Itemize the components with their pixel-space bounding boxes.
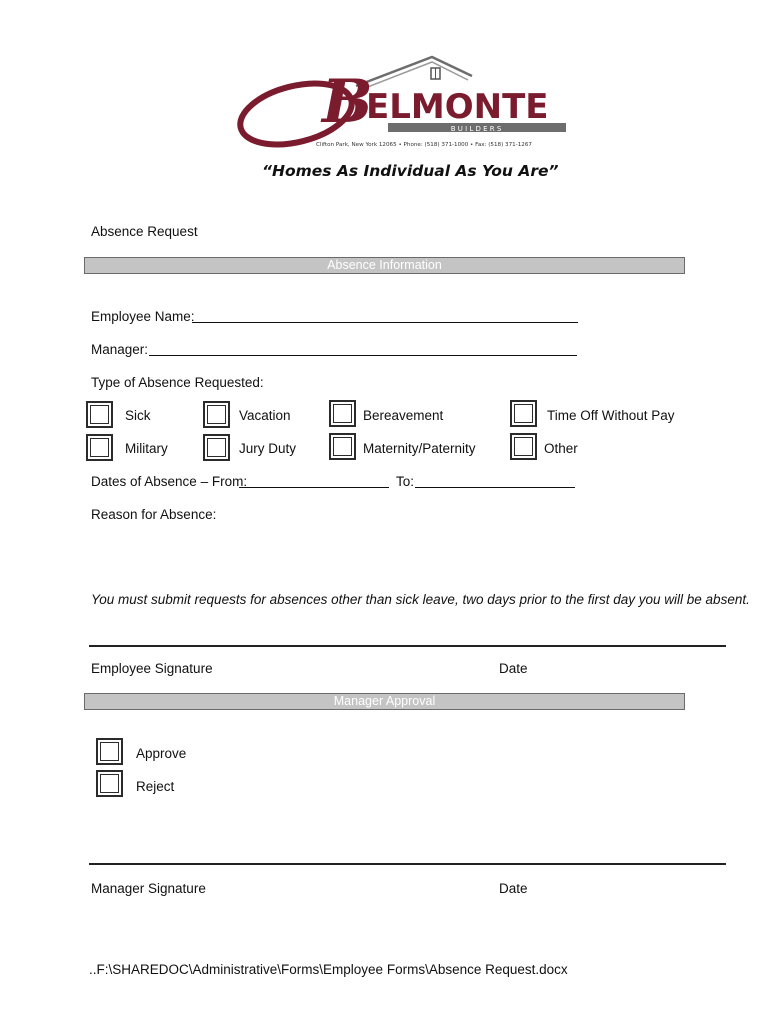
reason-field[interactable] <box>91 526 721 582</box>
checkbox-bereavement[interactable] <box>329 400 356 427</box>
checkbox-jury-duty[interactable] <box>203 434 230 461</box>
checkbox-military-label: Military <box>125 441 168 456</box>
logo-graphic <box>236 52 576 162</box>
checkbox-sick-label: Sick <box>125 408 151 423</box>
absence-type-label: Type of Absence Requested: <box>91 375 264 390</box>
logo-letter-b: B <box>322 67 373 137</box>
employee-date-label: Date <box>499 661 528 676</box>
checkbox-maternity-paternity-label: Maternity/Paternity <box>363 441 476 456</box>
checkbox-time-off-without-pay-label: Time Off Without Pay <box>547 408 675 423</box>
date-to-field[interactable] <box>415 487 575 488</box>
form-title: Absence Request <box>91 224 198 239</box>
checkbox-approve-label: Approve <box>136 746 187 761</box>
checkbox-sick[interactable] <box>86 401 113 428</box>
checkbox-bereavement-label: Bereavement <box>363 408 444 423</box>
logo-name-text: ELMONTE <box>366 87 549 127</box>
employee-name-field[interactable] <box>192 322 578 323</box>
checkbox-military[interactable] <box>86 434 113 461</box>
checkbox-jury-duty-label: Jury Duty <box>239 441 297 456</box>
manager-field[interactable] <box>149 355 577 356</box>
checkbox-vacation[interactable] <box>203 401 230 428</box>
manager-signature-line[interactable] <box>89 863 726 865</box>
footer-file-path: ..F:\SHAREDOC\Administrative\Forms\Employee Forms\Absence Request.docx <box>89 962 568 977</box>
checkbox-maternity-paternity[interactable] <box>329 433 356 460</box>
manager-signature-label: Manager Signature <box>91 881 206 896</box>
checkbox-other[interactable] <box>510 433 537 460</box>
employee-signature-line[interactable] <box>89 645 726 647</box>
manager-date-label: Date <box>499 881 528 896</box>
checkbox-vacation-label: Vacation <box>239 408 291 423</box>
date-from-field[interactable] <box>239 487 389 488</box>
employee-signature-label: Employee Signature <box>91 661 213 676</box>
employee-name-label: Employee Name: <box>91 309 195 324</box>
checkbox-approve[interactable] <box>96 738 123 765</box>
section-header-manager-approval: Manager Approval <box>84 693 685 710</box>
submission-notice: You must submit requests for absences other than sick leave, two days prior to the first day you will be absent. <box>91 592 750 607</box>
checkbox-time-off-without-pay[interactable] <box>510 400 537 427</box>
checkbox-reject[interactable] <box>96 770 123 797</box>
dates-from-label: Dates of Absence – From: <box>91 474 248 489</box>
checkbox-other-label: Other <box>544 441 578 456</box>
logo-slogan: “Homes As Individual As You Are” <box>262 162 559 180</box>
company-logo <box>236 52 576 202</box>
logo-builders-text: B U I L D E R S <box>450 125 502 133</box>
manager-label: Manager: <box>91 342 149 357</box>
reason-label: Reason for Absence: <box>91 507 217 522</box>
dates-to-label: To: <box>396 474 415 489</box>
section-header-absence-information: Absence Information <box>84 257 685 274</box>
checkbox-reject-label: Reject <box>136 779 175 794</box>
logo-address: Clifton Park, New York 12065 • Phone: (518) 371-1000 • Fax: (518) 371-1267 <box>316 142 532 148</box>
